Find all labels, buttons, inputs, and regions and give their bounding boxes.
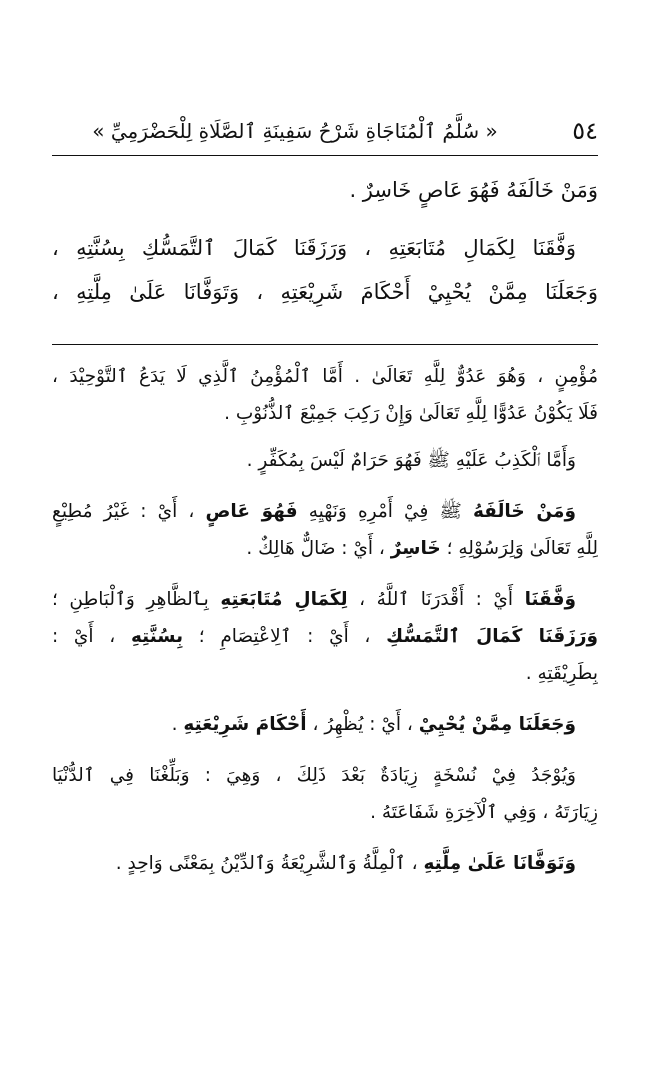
- commentary-text: .: [171, 714, 184, 735]
- matn-line: وَجَعَلَنَا مِمَّنْ يُحْيِيْ أَحْكَامَ شَرِيْعَتِهِ ، وَتَوَفَّانَا عَلَىٰ مِلَّتِهِ ،: [52, 280, 598, 304]
- commentary-text: ، أَيْ : ٱلِاعْتِصَامِ ؛: [183, 626, 387, 647]
- commentary-text: بِٱلظَّاهِرِ وَٱلْبَاطِنِ ؛: [52, 589, 221, 610]
- commentary-line: بِطَرِيْقَتِهِ .: [525, 663, 598, 684]
- matn-quote: خَاسِرٌ: [390, 538, 441, 559]
- commentary-text: لِلَّهِ تَعَالَىٰ وَلِرَسُوْلِهِ ؛: [440, 538, 598, 559]
- commentary-line: [52, 845, 598, 882]
- commentary-line: [52, 618, 598, 655]
- commentary-line: مُؤْمِنٍ ، وَهُوَ عَدُوٌّ لِلَّهِ تَعَالَىٰ . أَمَّا ٱلْمُؤْمِنُ ٱلَّذِي لَا يَدَعُ ٱلتَّوْحِيْدَ ،: [52, 366, 598, 387]
- matn-line: وَمَنْ خَالَفَهُ فَهُوَ عَاصٍ خَاسِرٌ .: [349, 178, 598, 202]
- commentary-text: ، أَيْ : يُظْهِرُ ،: [306, 714, 419, 735]
- commentary-text: ، أَيْ : غَيْرُ مُطِيْعٍ: [52, 501, 206, 522]
- page-header: [52, 112, 598, 152]
- commentary-text: ، أَيْ : ضَالٌّ هَالِكٌ .: [246, 538, 391, 559]
- commentary-text: ، ٱلْمِلَّةُ وَٱلشَّرِيْعَةُ وَٱلدِّيْنُ بِمَعْنًى وَاحِدٍ .: [115, 853, 424, 874]
- commentary-line: وَأَمَّا ٱلْكَذِبُ عَلَيْهِ ﷺ فَهُوَ حَرَامٌ لَيْسَ بِمُكَفِّرٍ .: [246, 450, 576, 471]
- commentary-line: وَيُوْجَدُ فِيْ نُسْخَةٍ زِيَادَةٌ بَعْدَ ذَلِكَ ، وَهِيَ : وَبَلِّغْنَا فِي ٱلدُّنْيَا: [52, 765, 576, 786]
- commentary-text-block: [52, 358, 598, 882]
- matn-quote: لِكَمَالِ مُتَابَعَتِهِ: [220, 589, 348, 610]
- matn-quote: وَرَزَقَنَا كَمَالَ ٱلتَّمَسُّكِ: [386, 626, 598, 647]
- commentary-text: ، أَيْ :: [52, 626, 131, 647]
- matn-text-block: [52, 168, 598, 314]
- matn-quote: وَجَعَلَنَا مِمَّنْ يُحْيِيْ: [418, 714, 576, 735]
- matn-quote: وَفَّقَنَا: [524, 589, 576, 610]
- commentary-line: زِيَارَتَهُ ، وَفِي ٱلْآخِرَةِ شَفَاعَتَهُ .: [370, 802, 598, 823]
- running-title: « سُلَّمُ ٱلْمُنَاجَاةِ شَرْحُ سَفِينَةِ ٱلصَّلَاةِ لِلْحَضْرَمِيِّ »: [92, 119, 498, 143]
- matn-quote: وَتَوَفَّانَا عَلَىٰ مِلَّتِهِ: [423, 853, 576, 874]
- header-rule: [52, 155, 598, 156]
- commentary-line: [52, 581, 598, 618]
- commentary-line: [52, 530, 598, 567]
- matn-quote: بِسُنَّتِهِ: [130, 626, 184, 647]
- commentary-line: [52, 706, 598, 743]
- page-number: ٥٤: [572, 117, 598, 145]
- footnote-divider-rule: [52, 344, 598, 345]
- commentary-text: أَيْ : أَقْدَرَنَا ٱللَّهُ ،: [347, 589, 525, 610]
- matn-quote: وَمَنْ خَالَفَهُ: [472, 501, 576, 522]
- matn-quote: أَحْكَامَ شَرِيْعَتِهِ: [183, 714, 307, 735]
- matn-line: وَفَّقَنَا لِكَمَالِ مُتَابَعَتِهِ ، وَرَزَقَنَا كَمَالَ ٱلتَّمَسُّكِ بِسُنَّتِهِ ،: [52, 236, 576, 260]
- commentary-line: فَلَا يَكُوْنُ عَدُوًّا لِلَّهِ تَعَالَىٰ وَإِنْ رَكِبَ جَمِيْعَ ٱلذُّنُوْبِ .: [224, 403, 598, 424]
- matn-quote: فَهُوَ عَاصٍ: [205, 501, 298, 522]
- commentary-text: ﷺ فِيْ أَمْرِهِ وَنَهْيِهِ: [297, 501, 473, 522]
- commentary-line: [52, 493, 598, 530]
